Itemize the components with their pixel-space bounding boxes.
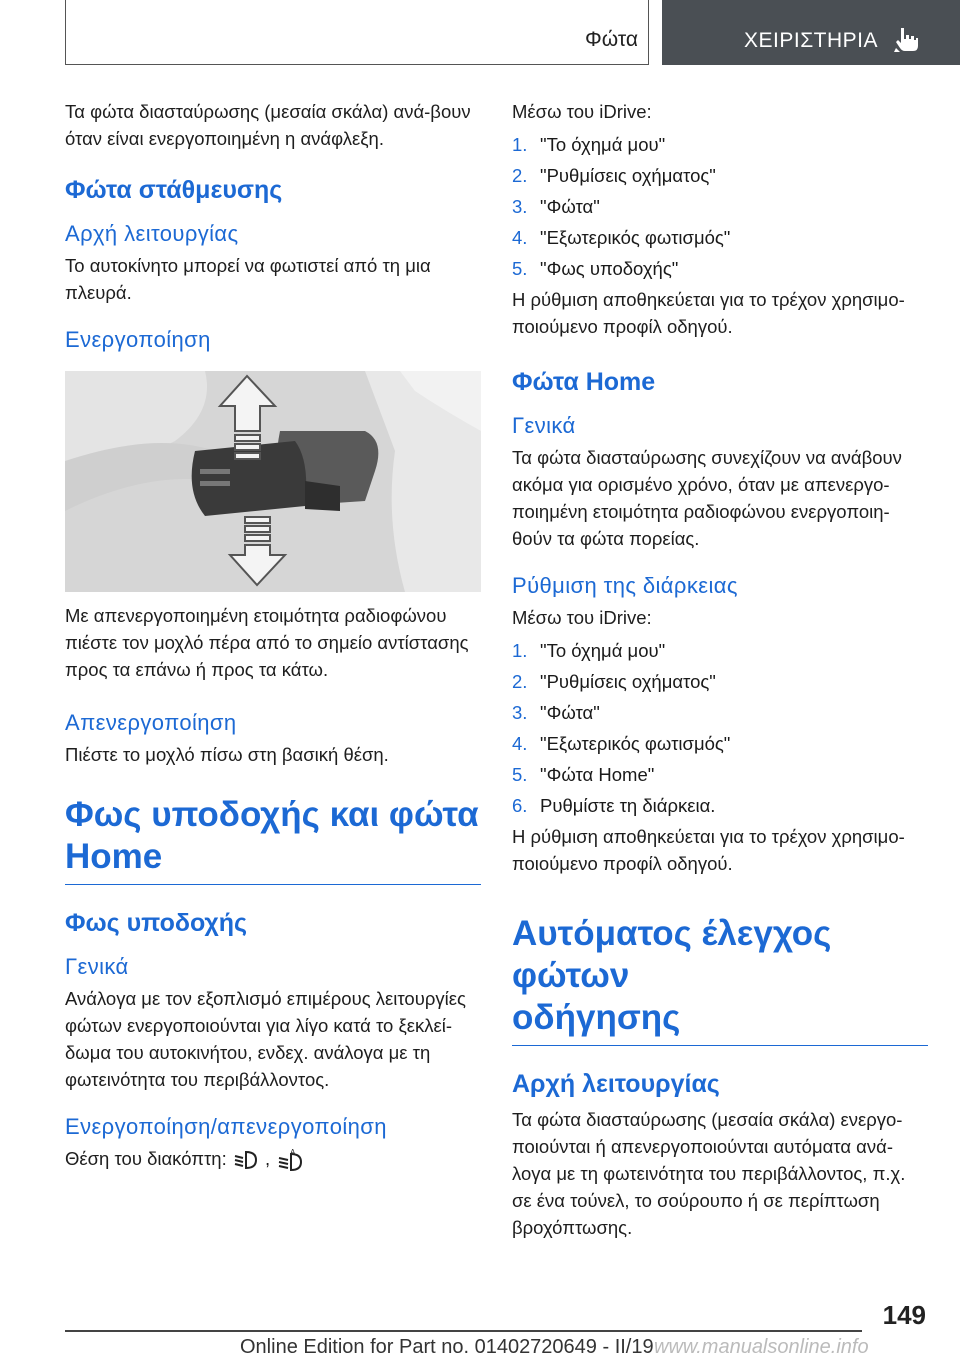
list-item: 1. "Το όχημά μου": [512, 134, 666, 155]
activation-paragraph: Με απενεργοποιημένη ετοιμότητα ραδιοφώνου πιέστε τον μοχλό πέρα από το σημείο αντίστασης προς τα επάνω ή προς τα κάτω.: [65, 605, 469, 680]
list-item: 5. "Φώτα Home": [512, 764, 655, 785]
auto-headlight-heading-line1: Αυτόματος έλεγχος φώτων: [512, 914, 832, 995]
principle-heading: Αρχή λειτουργίας: [65, 221, 239, 246]
switch-position-line: [65, 1145, 481, 1172]
list-item: 2. "Ρυθμίσεις οχήματος": [512, 165, 716, 186]
general-paragraph-left: Ανάλογα με τον εξοπλισμό επιμέρους λειτουργίες φώτων ενεργοποιούνται για λίγο κατά το ξεκλεί-δωμα του αυτοκινήτου, ενδεχ. ανάλογα με τη φωτεινότητα του περιβάλλοντος.: [65, 988, 466, 1090]
welcome-home-heading: [65, 794, 481, 885]
principle-paragraph: Το αυτοκίνητο μπορεί να φωτιστεί από τη μια πλευρά.: [65, 255, 431, 303]
watermark-text: www.manualsonline.info: [654, 1336, 869, 1358]
general-paragraph-right: Τα φώτα διασταύρωσης συνεχίζουν να ανάβουν ακόμα για ορισμένο χρόνο, όταν με απενεργο-ποιημένη ετοιμότητα ραδιοφώνου ενεργοποιη-θούν τα φώτα πορείας.: [512, 447, 902, 549]
list-item: 1. "Το όχημά μου": [512, 640, 666, 661]
switch-position-separator: ,: [265, 1148, 271, 1169]
intro-paragraph: Τα φώτα διασταύρωσης (μεσαία σκάλα) ανά-βουν όταν είναι ενεργοποιημένη η ανάφλεξη.: [65, 101, 471, 149]
welcome-light-heading: Φως υποδοχής: [65, 909, 248, 937]
switch-position-label: Θέση του διακόπτη:: [65, 1148, 227, 1169]
welcome-home-heading-line2: Home: [65, 837, 163, 876]
welcome-home-heading-line1: Φως υποδοχής και φώτα: [65, 795, 479, 834]
activation-heading: Ενεργοποίηση: [65, 327, 211, 352]
saved-note-2: Η ρύθμιση αποθηκεύεται για το τρέχον χρησιμο-ποιούμενο προφίλ οδηγού.: [512, 826, 905, 874]
deactivation-heading: Απενεργοποίηση: [65, 710, 237, 735]
auto-principle-heading: Αρχή λειτουργίας: [512, 1070, 720, 1098]
via-idrive-1: Μέσω του iDrive:: [512, 101, 652, 122]
via-idrive-2: Μέσω του iDrive:: [512, 607, 652, 628]
deactivation-paragraph: Πιέστε το μοχλό πίσω στη βασική θέση.: [65, 744, 389, 765]
lever-illustration: [65, 371, 481, 592]
edition-text: Online Edition for Part no. 01402720649 - II/19: [240, 1336, 654, 1358]
footer-divider: [65, 1330, 862, 1332]
right-column: [512, 98, 928, 1241]
home-lights-heading: Φώτα Home: [512, 368, 656, 396]
duration-heading: Ρύθμιση της διάρκειας: [512, 573, 738, 598]
left-column: [65, 98, 481, 1172]
onoff-heading: Ενεργοποίηση/απενεργοποίηση: [65, 1114, 387, 1139]
header-section-box: [65, 0, 649, 65]
pointing-hand-icon: [892, 24, 922, 54]
auto-principle-paragraph: Τα φώτα διασταύρωσης (μεσαία σκάλα) ενεργο-ποιούνται ή απενεργοποιούνται αυτόματα ανά-λογα με τη φωτεινότητα του περιβάλλοντος, π.χ. σε ένα τούνελ, το σούρουπο ή σε περίπτωση βροχόπτωσης.: [512, 1109, 906, 1238]
list-item: 4. "Εξωτερικός φωτισμός": [512, 227, 731, 248]
general-heading-left: Γενικά: [65, 954, 129, 979]
list-item: 2. "Ρυθμίσεις οχήματος": [512, 671, 716, 692]
saved-note-1: Η ρύθμιση αποθηκεύεται για το τρέχον χρησιμο-ποιούμενο προφίλ οδηγού.: [512, 289, 905, 337]
welcome-steps-list: [512, 129, 928, 284]
list-item: 3. "Φώτα": [512, 196, 600, 217]
header-chapter-box: [662, 0, 960, 65]
list-item: 3. "Φώτα": [512, 702, 600, 723]
svg-text:A: A: [290, 1148, 296, 1158]
auto-headlight-heading-line2: οδήγησης: [512, 998, 681, 1037]
duration-steps-list: [512, 635, 928, 821]
chapter-title: ΧΕΙΡΙΣΤΗΡΙΑ: [744, 29, 879, 52]
general-heading-right: Γενικά: [512, 413, 576, 438]
low-beam-auto-icon: [232, 1149, 260, 1171]
list-item: 5. "Φως υποδοχής": [512, 258, 679, 279]
list-item: 6. Ρυθμίστε τη διάρκεια.: [512, 795, 716, 816]
turn-signal-lever-image: [65, 371, 481, 592]
page-number: 149: [882, 1300, 926, 1330]
auto-light-icon: [275, 1148, 305, 1172]
section-title: Φώτα: [585, 28, 638, 51]
list-item: 4. "Εξωτερικός φωτισμός": [512, 733, 731, 754]
parking-lights-heading: Φώτα στάθμευσης: [65, 176, 283, 204]
auto-headlight-heading: [512, 913, 928, 1046]
